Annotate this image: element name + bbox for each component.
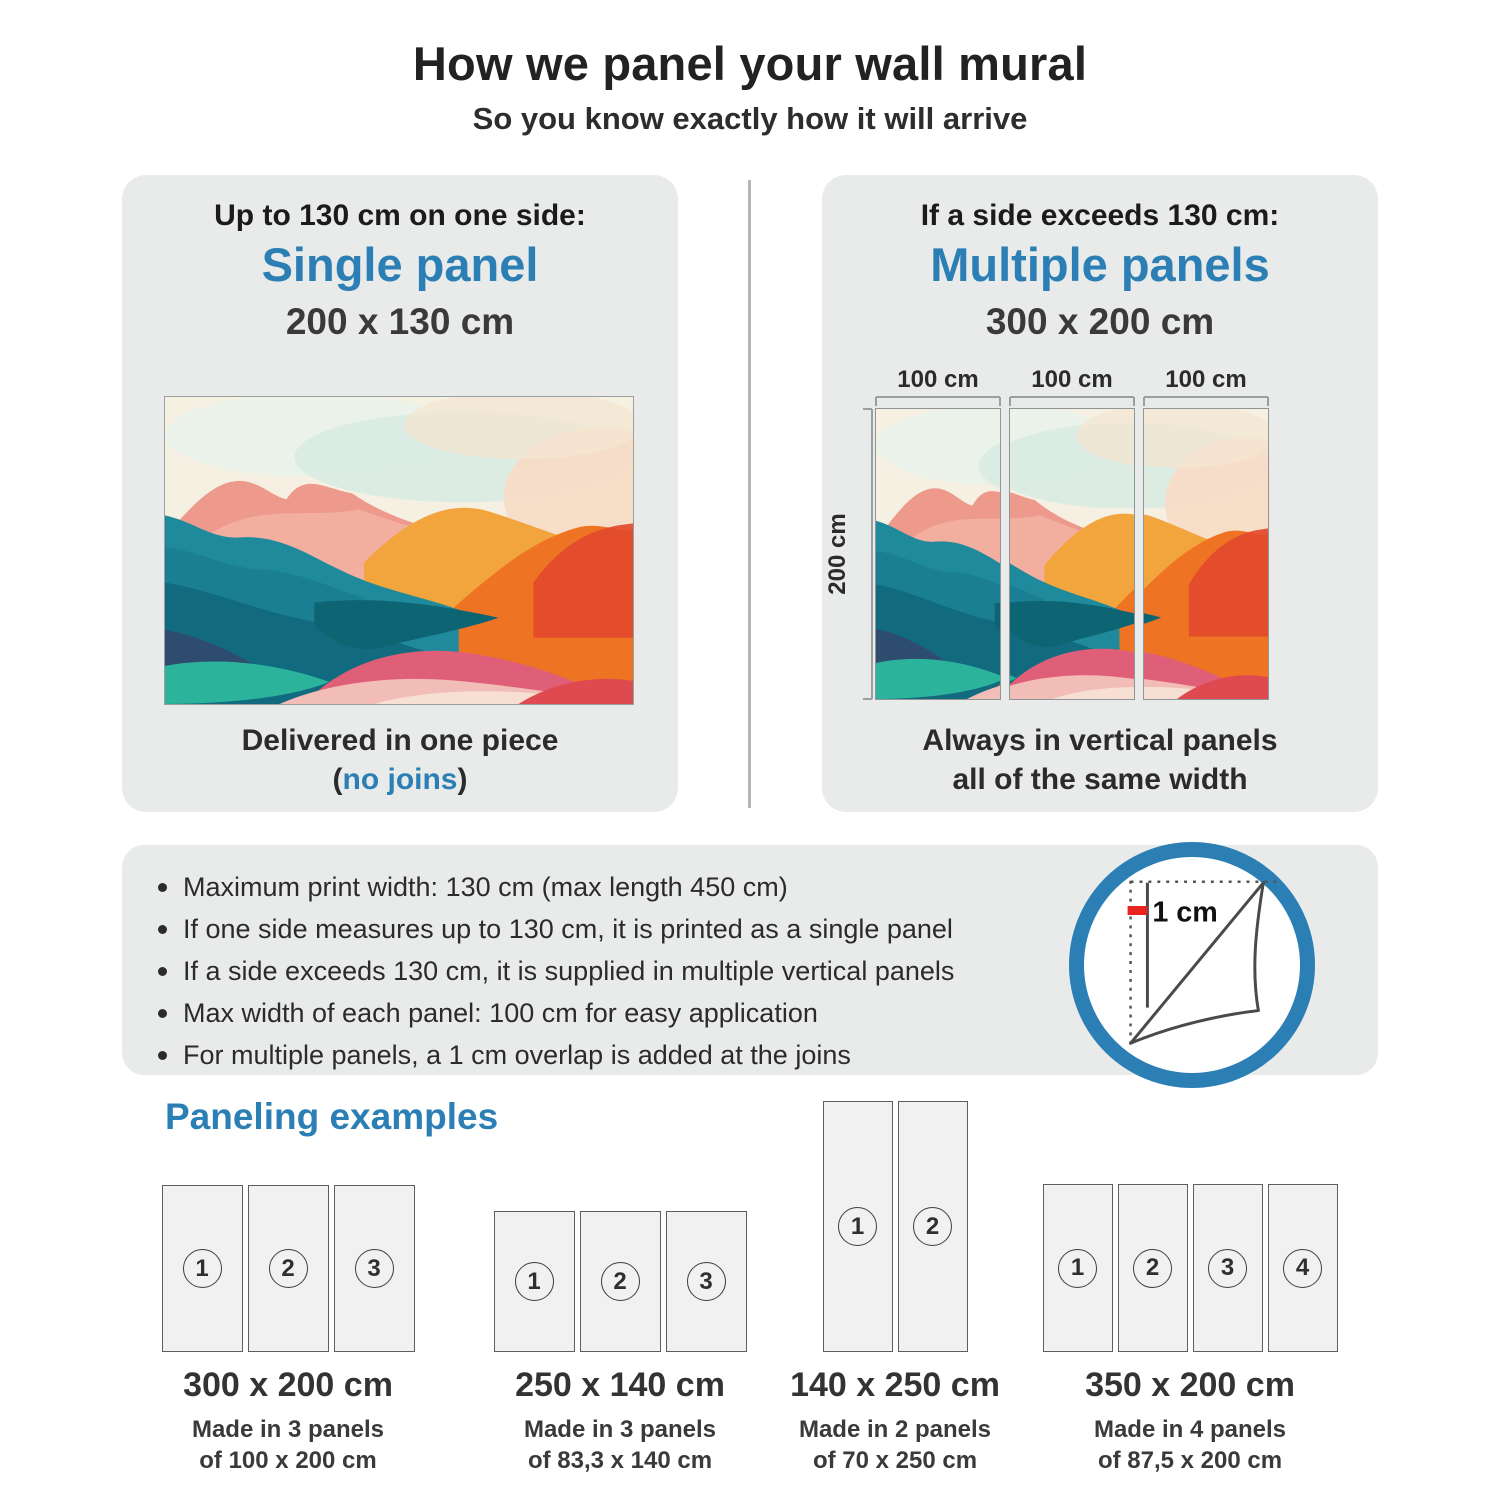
multiple-panels-card	[822, 175, 1378, 812]
page-title: How we panel your wall mural	[412, 37, 1088, 90]
width-dimension-label: 100 cm	[1031, 366, 1113, 393]
example-350x200	[1030, 1101, 1350, 1476]
example-panel	[1118, 1184, 1188, 1352]
example-panel	[248, 1185, 329, 1352]
info-bullet: Maximum print width: 130 cm (max length 450 cm)	[156, 866, 954, 908]
example-panel	[580, 1211, 661, 1352]
example-panel-size: of 83,3 x 140 cm	[527, 1447, 713, 1474]
example-size: 350 x 200 cm	[1085, 1366, 1295, 1404]
info-bullet: If a side exceeds 130 cm, it is supplied in multiple vertical panels	[156, 950, 954, 992]
example-panels	[745, 1101, 1045, 1352]
mural-panel-3	[1143, 408, 1269, 700]
panel-number-badge: 2	[1133, 1249, 1172, 1288]
panel-number-badge: 2	[601, 1262, 640, 1301]
panel-number-badge: 3	[355, 1249, 394, 1288]
info-bullet: For multiple panels, a 1 cm overlap is added at the joins	[156, 1034, 954, 1076]
multiple-panels-size: 300 x 200 cm	[985, 301, 1215, 342]
mural-artwork	[876, 409, 1000, 699]
example-panel-size: of 100 x 200 cm	[199, 1447, 377, 1474]
mural-panel-1	[875, 408, 1001, 700]
width-dimension	[1143, 367, 1269, 407]
width-dimension-label: 100 cm	[1165, 366, 1247, 393]
example-size: 140 x 250 cm	[790, 1366, 1000, 1404]
width-dimension-line	[875, 395, 1001, 407]
example-panel	[494, 1211, 575, 1352]
panel-number-badge: 4	[1283, 1249, 1322, 1288]
height-dimension-label: 200 cm	[824, 513, 851, 595]
width-dimension-label: 100 cm	[897, 366, 979, 393]
multiple-panels-caption-line2: all of the same width	[952, 763, 1248, 796]
single-panel-caption-line2	[122, 760, 678, 799]
mural-panel-2	[1009, 408, 1135, 700]
panel-number-badge: 1	[183, 1249, 222, 1288]
panel-number-badge: 1	[838, 1207, 877, 1246]
example-140x250	[745, 1101, 1045, 1476]
width-dimension	[875, 367, 1001, 407]
example-panels	[1030, 1101, 1350, 1352]
info-bullet: Max width of each panel: 100 cm for easy application	[156, 992, 954, 1034]
single-panel-caption-line1: Delivered in one piece	[241, 724, 559, 757]
cards-divider	[748, 180, 751, 808]
multiple-panels-condition: If a side exceeds 130 cm:	[920, 199, 1280, 232]
width-dimension-line	[1143, 395, 1269, 407]
multiple-panels-caption	[822, 721, 1378, 799]
example-made-in: Made in 4 panels	[1093, 1416, 1287, 1443]
examples-heading: Paneling examples	[165, 1096, 499, 1137]
width-dimension-row	[875, 367, 1269, 407]
example-panel	[1043, 1184, 1113, 1352]
single-panel-condition: Up to 130 cm on one side:	[214, 199, 586, 232]
mural-image-multi	[875, 408, 1269, 700]
page-peel-icon	[1084, 857, 1300, 1073]
width-dimension	[1009, 367, 1135, 407]
panel-number-badge: 3	[1208, 1249, 1247, 1288]
mural-image-single	[164, 396, 634, 705]
panel-number-badge: 3	[687, 1262, 726, 1301]
example-made-in: Made in 3 panels	[191, 1416, 385, 1443]
multiple-panels-caption-line1: Always in vertical panels	[922, 724, 1278, 757]
panel-overlap-icon	[1069, 842, 1315, 1088]
single-panel-card	[122, 175, 678, 812]
height-dimension-line	[862, 408, 874, 700]
example-panel	[1193, 1184, 1263, 1352]
single-panel-caption	[122, 721, 678, 799]
caption-paren-close: )	[457, 763, 468, 796]
mural-artwork	[165, 397, 633, 704]
mural-artwork	[1010, 409, 1134, 699]
example-panel	[898, 1101, 968, 1352]
example-panel	[666, 1211, 747, 1352]
example-panel	[823, 1101, 893, 1352]
multiple-panels-headline: Multiple panels	[930, 238, 1270, 291]
panel-number-badge: 2	[913, 1207, 952, 1246]
info-bullet: If one side measures up to 130 cm, it is printed as a single panel	[156, 908, 954, 950]
example-panel-size: of 70 x 250 cm	[812, 1447, 978, 1474]
example-made-in: Made in 2 panels	[798, 1416, 992, 1443]
panel-number-badge: 2	[269, 1249, 308, 1288]
page-subtitle: So you know exactly how it will arrive	[472, 101, 1028, 136]
panel-number-badge: 1	[515, 1262, 554, 1301]
example-panels	[128, 1101, 448, 1352]
overlap-label: 1 cm	[1152, 896, 1218, 929]
mural-artwork	[1144, 409, 1268, 699]
panel-number-badge: 1	[1058, 1249, 1097, 1288]
width-dimension-line	[1009, 395, 1135, 407]
no-joins-highlight: no joins	[342, 763, 458, 796]
example-size: 300 x 200 cm	[183, 1366, 393, 1404]
example-size: 250 x 140 cm	[515, 1366, 725, 1404]
example-panels	[460, 1101, 780, 1352]
example-panel	[162, 1185, 243, 1352]
example-250x140	[460, 1101, 780, 1476]
example-300x200	[128, 1101, 448, 1476]
height-dimension	[818, 408, 858, 700]
single-panel-headline: Single panel	[261, 238, 539, 291]
info-bullet-list	[156, 866, 954, 1076]
single-panel-size: 200 x 130 cm	[285, 301, 515, 342]
example-panel-size: of 87,5 x 200 cm	[1097, 1447, 1283, 1474]
example-panel	[1268, 1184, 1338, 1352]
caption-paren-open: (	[332, 763, 343, 796]
example-panel	[334, 1185, 415, 1352]
example-made-in: Made in 3 panels	[523, 1416, 717, 1443]
